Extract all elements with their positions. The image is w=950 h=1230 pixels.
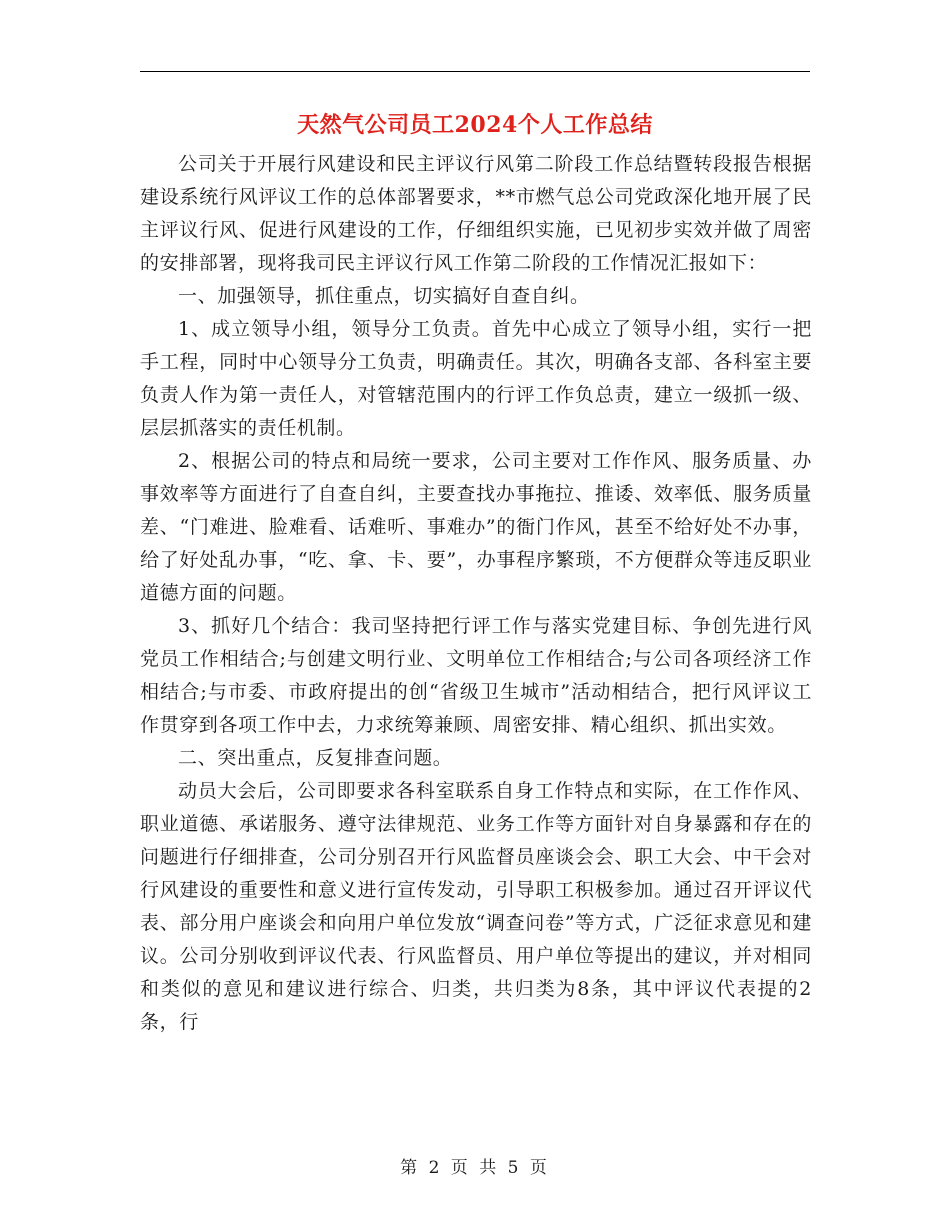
paragraph-intro: 公司关于开展行风建设和民主评议行风第二阶段工作总结暨转段报告根据建设系统行风评议工作的总体部署要求，**市燃气总公司党政深化地开展了民主评议行风、促进行风建设的工作，仔细组织实施，已见初步实效并做了周密的安排部署，现将我司民主评议行风工作第二阶段的工作情况汇报如下： (140, 153, 812, 274)
paragraph-item-1: 1、成立领导小组，领导分工负责。首先中心成立了领导小组，实行一把手工程，同时中心领导分工负责，明确责任。其次，明确各支部、各科室主要负责人作为第一责任人，对管辖范围内的行评工作负总责，建立一级抓一级、层层抓落实的责任机制。 (140, 318, 812, 439)
section-heading-1: 一、加强领导，抓住重点，切实搞好自查自纠。 (178, 285, 590, 307)
paragraph-section-2: 动员大会后，公司即要求各科室联系自身工作特点和实际，在工作作风、职业道德、承诺服务、遵守法律规范、业务工作等方面针对自身暴露和存在的问题进行仔细排查，公司分别召开行风监督员座谈会会、职工大会、中干会对行风建设的重要性和意义进行宣传发动，引导职工积极参加。通过召开评议代表、部分用户座谈会和向用户单位发放“调查问卷”等方式，广泛征求意见和建议。公司分别收到评议代表、行风监督员、用户单位等提出的建议，并对相同和类似的意见和建议进行综合、归类，共归类为8条，其中评议代表提的2条，行 (140, 780, 812, 1033)
paragraph-item-3: 3、抓好几个结合：我司坚持把行评工作与落实党建目标、争创先进行风党员工作相结合;与创建文明行业、文明单位工作相结合;与公司各项经济工作相结合;与市委、市政府提出的创“省级卫生城市”活动相结合，把行风评议工作贯穿到各项工作中去，力求统筹兼顾、周密安排、精心组织、抓出实效。 (140, 615, 812, 736)
page-number-footer: 第 2 页 共 5 页 (400, 1158, 550, 1178)
header-rule (140, 71, 810, 72)
paragraph-item-2: 2、根据公司的特点和局统一要求，公司主要对工作作风、服务质量、办事效率等方面进行了自查自纠，主要查找办事拖拉、推诿、效率低、服务质量差、“门难进、脸难看、话难听、事难办”的衙门作风，甚至不给好处不办事，给了好处乱办事，“吃、拿、卡、要”，办事程序繁琐，不方便群众等违反职业道德方面的问题。 (140, 450, 812, 604)
document-body (140, 148, 812, 1039)
document-title: 天然气公司员工2024个人工作总结 (297, 112, 653, 138)
section-heading-2: 二、突出重点，反复排查问题。 (178, 747, 453, 769)
